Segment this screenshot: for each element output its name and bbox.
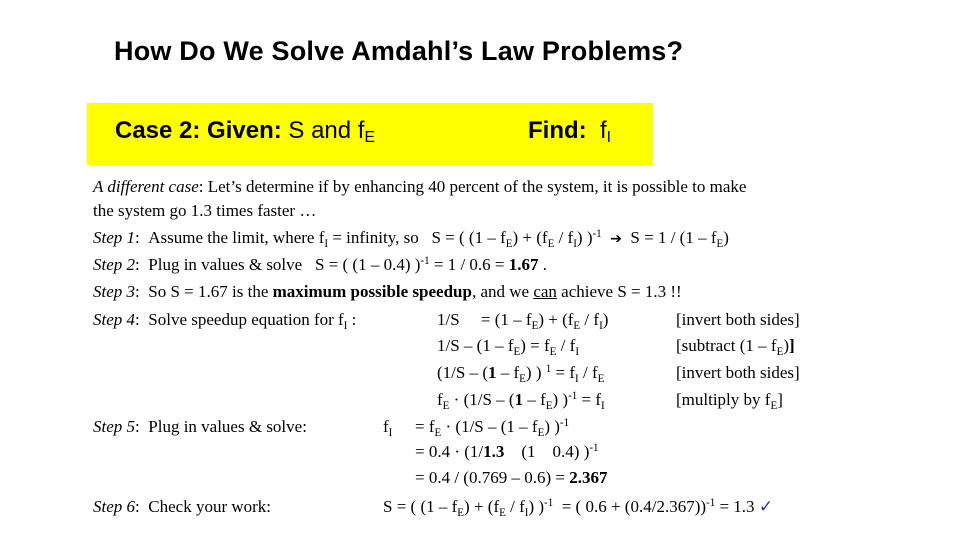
step-4-note-2: [subtract $(1 - f_E)$]: [676, 336, 795, 358]
case-find: [528, 117, 611, 147]
note-text: [multiply by f: [676, 390, 771, 409]
step-3-rest: achieve S = 1.3 !!: [556, 282, 682, 301]
step-label: Step 6: [93, 497, 136, 516]
step-5-eq-3: = 0.4 / (0.769 – 0.6) = 2.367: [415, 468, 608, 487]
intro-line-1: [93, 177, 746, 197]
step-5-result: 2.367: [569, 468, 608, 487]
find-label: Find:: [528, 117, 587, 144]
check-icon: ✓: [758, 497, 774, 517]
intro-rest: : Let’s determine if by enhancing 40 percent of the system, it is possible to make: [198, 177, 747, 196]
step-3: Step 3: So S = 1.67 is the maximum possible speedup, and we can achieve S = 1.3 !!: [93, 282, 682, 301]
step-2-result: 1.67: [508, 255, 539, 274]
find-var: f: [599, 117, 607, 144]
step-4-eq-4: $f_E \cdot (1/S - (1 - f_E) )^{-1} = f_I$: [437, 390, 605, 412]
step-1: Step 1: Assume the limit, where $f_I$ = infinity, so S = ( $(1 - f_E) + (f_E / f_I)$ )$^{-1}$ ➔ $S = 1 / (1 - f_E)$: [93, 228, 729, 250]
step-5-eq-1: = $f_E \cdot (1/S - (1 - f_E)$ )$^{-1}$: [415, 417, 570, 439]
step-4-eq-2: $1/S - (1 - f_E) = f_E / f_I$: [437, 336, 579, 358]
step-text: Plug in values & solve: [148, 255, 303, 274]
step-text: So S = 1.67 is the: [148, 282, 269, 301]
given-vars: S and f: [288, 117, 365, 144]
find-sub: I: [606, 129, 611, 146]
step-label: Step 5: [93, 417, 136, 436]
step-4-eq-1: 1/S = $(1 - f_E) + (f_E / f_I)$: [437, 310, 609, 332]
step-6: Step 6: Check your work:: [93, 497, 272, 516]
step-3-underline: can: [533, 282, 557, 301]
step-5: Step 5: Plug in values & solve:: [93, 417, 307, 436]
arrow-icon: ➔: [610, 231, 622, 247]
step-4-note-4: [multiply by $f_E$]: [676, 390, 783, 412]
page-title: How Do We Solve Amdahl’s Law Problems?: [114, 36, 684, 66]
step-6-eq: S = ( $(1 - f_E) + (f_E / f_I)$ )$^{-1}$ = ( 0.6 + (0.4/2.367))$^{-1}$ = 1.3 ✓: [383, 497, 774, 519]
step-label: Step 4: [93, 310, 136, 329]
note-text: [subtract (1 – f: [676, 336, 777, 355]
step-text: Solve speedup equation for f: [148, 310, 344, 329]
step-3-mid: , and we: [471, 282, 534, 301]
step-label: Step 1: [93, 228, 136, 247]
case-given: [115, 117, 375, 147]
intro-lead: A different case: [93, 177, 199, 196]
step-4-eq-3: ($1/S - (1 - f_E)$ ) $^1 = f_I / f_E$: [437, 363, 605, 385]
step-5-lhs: $f_I$: [383, 417, 393, 439]
step-4: Step 4: Solve speedup equation for $f_I$ :: [93, 310, 357, 332]
step-label: Step 2: [93, 255, 136, 274]
step-3-bold: maximum possible speedup: [272, 282, 472, 301]
step-4-note-3: [invert both sides]: [676, 363, 800, 382]
step-2: Step 2: Plug in values & solve S = ( (1 – 0.4) )$^{-1}$ = 1 / 0.6 = 1.67 .: [93, 255, 548, 274]
case-label: Case 2: Given:: [115, 117, 282, 144]
step-label: Step 3: [93, 282, 136, 301]
step-text: Check your work:: [148, 497, 272, 516]
intro-line-2: the system go 1.3 times faster …: [93, 201, 317, 220]
step-text: Assume the limit, where f: [148, 228, 325, 247]
step-4-note-1: [invert both sides]: [676, 310, 800, 329]
given-sub: E: [364, 129, 375, 146]
step-text: Plug in values & solve:: [148, 417, 307, 436]
step-5-eq-2: = 0.4 · (1/1.3 (1 0.4) )$^{-1}$: [415, 442, 599, 461]
